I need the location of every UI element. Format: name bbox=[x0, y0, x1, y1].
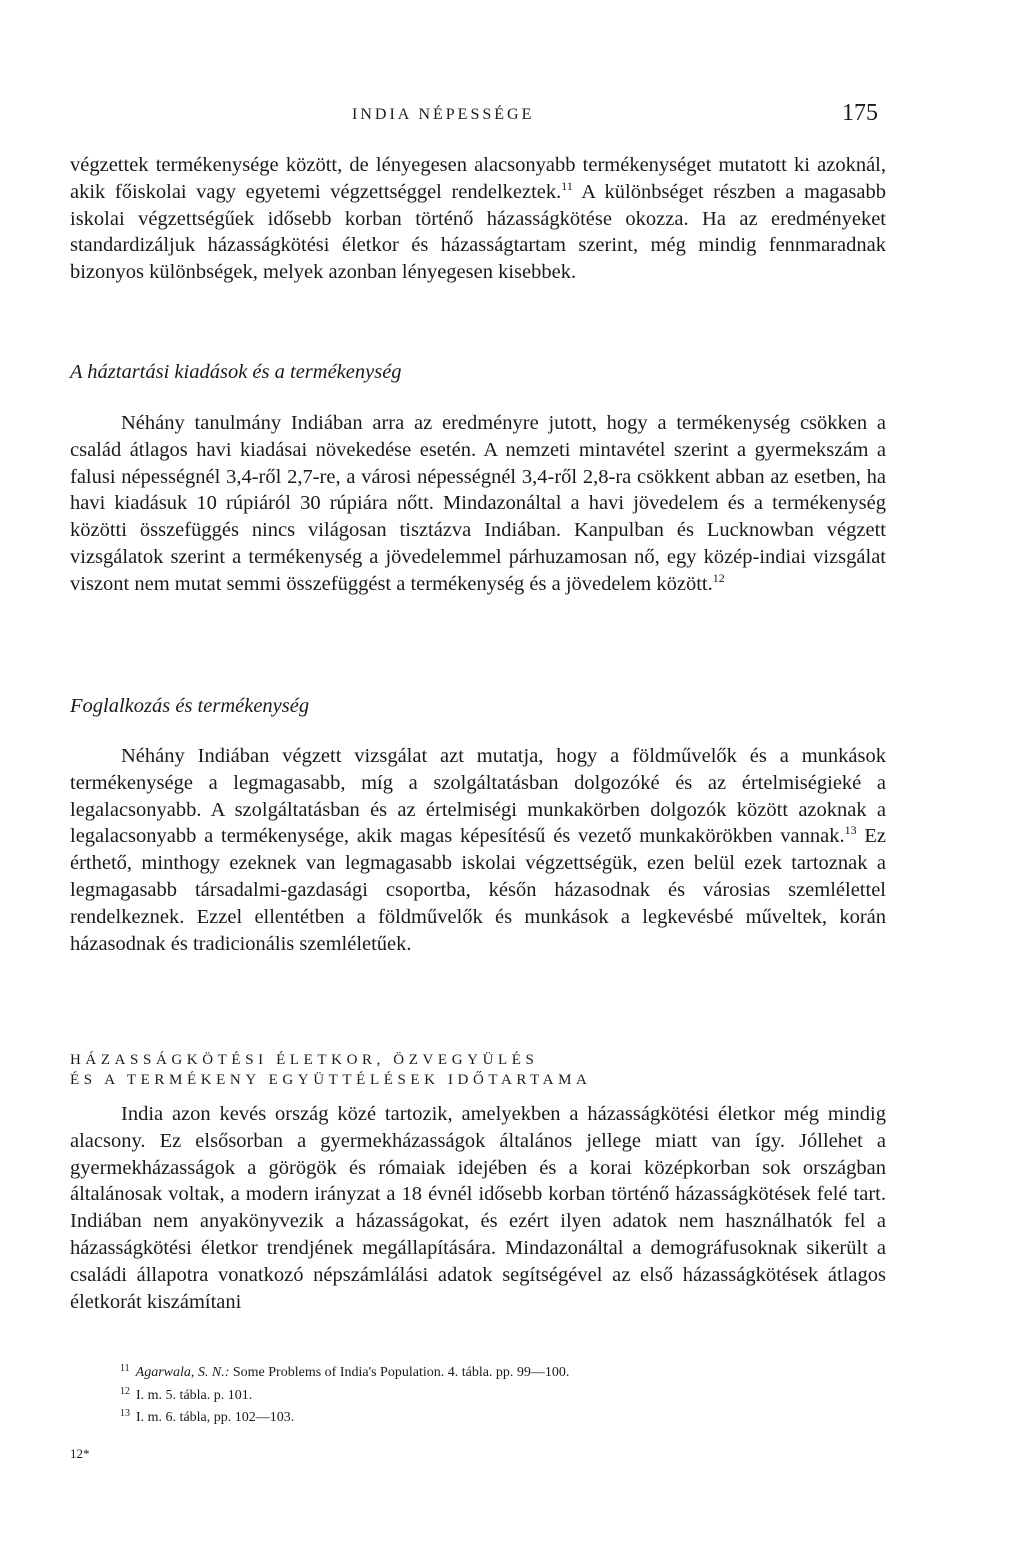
footnote-ref-13[interactable]: 13 bbox=[844, 823, 857, 838]
sheet-signature: 12* bbox=[70, 1446, 90, 1461]
page-number: 175 bbox=[842, 100, 878, 126]
footnote-text: I. m. 5. tábla. p. 101. bbox=[136, 1387, 253, 1403]
running-head bbox=[0, 100, 1024, 130]
paragraph-3 bbox=[70, 743, 886, 957]
footnote-ref-12[interactable]: 12 bbox=[712, 570, 725, 585]
footnote-12 bbox=[120, 1383, 880, 1406]
paragraph-3-text: Néhány Indiában végzett vizsgálat azt mutatja, hogy a földművelők és a munkások termékenysége a legmagasabb, míg a szolgáltatásban dolgozóké és az értelmiségieké a legalacsonyabb. A szolgáltatásban és az értelmiségi munkakörben dolgozók között azoknak a legalacsonyabb a termékenysége, akik magas képesítésű és vezető munkakörökben vannak. bbox=[70, 745, 886, 848]
section-title-household-expenses: A háztartási kiadások és a termékenység bbox=[70, 361, 402, 383]
footnote-text: Some Problems of India's Population. 4. tábla. pp. 99—100. bbox=[229, 1365, 570, 1380]
running-title: INDIA NÉPESSÉGE bbox=[352, 106, 535, 123]
footnote-13 bbox=[120, 1405, 880, 1428]
paragraph-1-text-cont: A különbséget részben a magasabb iskolai végzettségűek idősebb korban történő házasságkötése okozza. Ha az eredményeket standardizáljuk házasságkötési életkor és házasságtartam szerint, még mindig fennmaradnak bizonyos különbségek, melyek azonban lényegesen kisebbek. bbox=[70, 180, 886, 284]
paragraph-3-text-cont: Ez érthető, minthogy ezeknek van legmagasabb iskolai végzettségük, ezen belül ezek tartoznak a legmagasabb társadalmi-gazdasági csoportba, későn házasodnak és városias szemlélettel rendelkeznek. Ezzel ellentétben a földművelők és munkások a legkevésbé műveltek, korán házasodnak és tradicionális szemléletűek. bbox=[70, 825, 886, 955]
paragraph-4: India azon kevés ország közé tartozik, amelyekben a házasságkötési életkor még mindig alacsony. Ez elsősorban a gyermekházasságok általános jellege miatt van így. Jóllehet a gyermekházasságok a görögök és rómaiak idejében és a korai középkorban sok országban általánosak voltak, a modern irányzat a 18 évnél idősebb korban történő házasságkötések felé tart. Indiában nem anyakönyvezik a házasságokat, és ezért ilyen adatok nem használhatók fel a házasságkötési életkor trendjének megállapítására. Mindazonáltal a demográfusoknak sikerült a családi állapotra vonatkozó népszámlálási adatok segítségével az első házasságkötések átlagos életkorát kiszámítani bbox=[70, 1103, 886, 1313]
section-title-occupation: Foglalkozás és termékenység bbox=[70, 695, 310, 717]
paragraph-2 bbox=[70, 410, 886, 598]
chapter-heading-line-2: ÉS A TERMÉKENY EGYÜTTÉLÉSEK IDŐTARTAMA bbox=[70, 1072, 592, 1088]
chapter-heading-line-1: HÁZASSÁGKÖTÉSI ÉLETKOR, ÖZVEGYÜLÉS bbox=[70, 1052, 539, 1068]
footnote-author: Agarwala, S. N.: bbox=[135, 1365, 230, 1380]
footnote-text: I. m. 6. tábla, pp. 102—103. bbox=[136, 1410, 295, 1425]
paragraph-1 bbox=[70, 152, 886, 286]
footnotes bbox=[120, 1360, 880, 1428]
footnote-mark: 12 bbox=[120, 1385, 130, 1397]
footnote-ref-11[interactable]: 11 bbox=[561, 178, 573, 193]
paragraph-1-text: végzettek termékenysége között, de lényegesen alacsonyabb termékenységet mutatott ki azoknál, akik főiskolai vagy egyetemi végzettséggel rendelkeztek. bbox=[70, 154, 886, 203]
footnote-mark: 11 bbox=[120, 1363, 130, 1374]
paragraph-2-text: Néhány tanulmány Indiában arra az eredményre jutott, hogy a termékenység csökken a család átlagos havi kiadásai növekedése esetén. A nemzeti mintavétel szerint a gyermekszám a falusi népességnél 3,4-ről 2,7-re, a városi népességnél 3,4-ről 2,8-ra csökkent abban az esetben, ha havi kiadásuk 10 rúpiáról 30 rúpiára nőtt. Mindazonáltal a havi jövedelem és a termékenység közötti összefüggés nincs világosan tisztázva Indiában. Kanpulban és Lucknowban végzett vizsgálatok szerint a termékenység a jövedelemmel párhuzamosan nő, egy közép-indiai vizsgálat viszont nem mutat semmi összefüggést a termékenység és a jövedelem között. bbox=[70, 412, 886, 595]
footnote-mark: 13 bbox=[120, 1408, 130, 1419]
footnote-11 bbox=[120, 1360, 880, 1383]
chapter-heading bbox=[70, 1050, 886, 1090]
